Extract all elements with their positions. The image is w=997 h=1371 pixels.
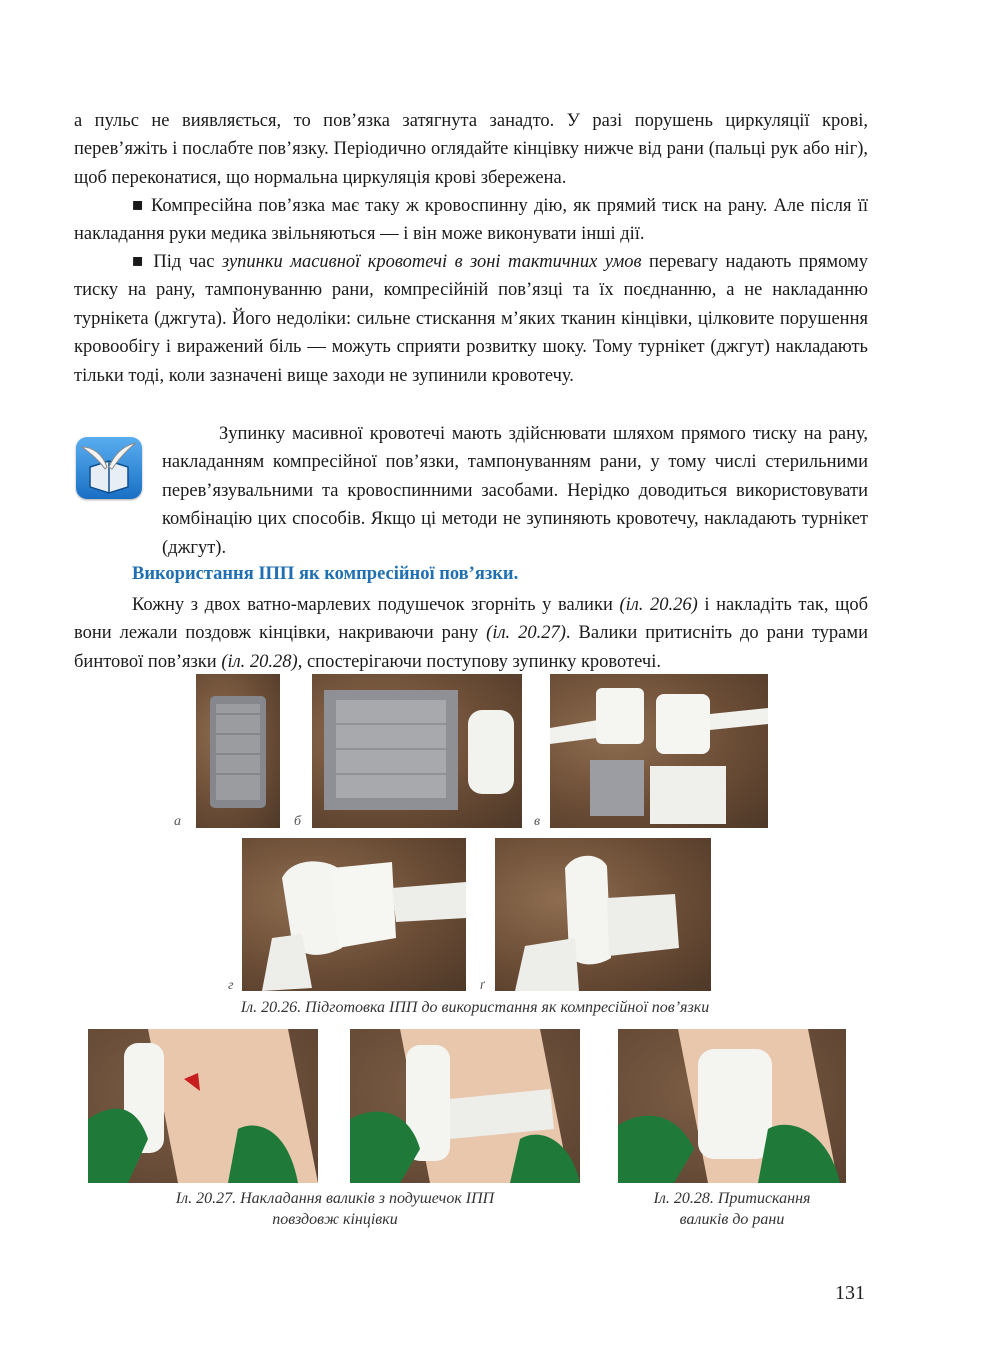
photo-ipp-package — [196, 674, 280, 828]
instr-ref-2028: (іл. 20.28) — [221, 651, 298, 672]
caption-2027-line2: повздовж кінцівки — [272, 1211, 398, 1228]
caption-2028-line2: валиків до рани — [679, 1211, 785, 1228]
figure-letter-g-ukr: ґ — [480, 978, 485, 993]
caption-2027-line1: Іл. 20.27. Накладання валиків з подушечок ІПП — [175, 1190, 495, 1207]
instr-text-1: Кожну з двох ватно-марлевих подушечок згорніть у валики — [132, 595, 620, 615]
photo-roller-placement-2 — [350, 1029, 580, 1183]
instr-ref-2026: (іл. 20.26) — [619, 595, 698, 615]
photo-roller-pressing — [618, 1029, 846, 1183]
figure-letter-b: б — [294, 814, 302, 829]
photo-ipp-roller-ready — [495, 838, 711, 991]
figure-letter-a: а — [174, 814, 181, 829]
figure-letter-g: г — [228, 978, 234, 993]
paragraph-tactical-end: перевагу надають прямому тиску на рану, тампонуванню рани, компресійній пов’язці та їх поєднанню, а не накладанню турнікета (джгута). Його недоліки: сильне стискання м’яких тканин кінцівки, цілковите порушення кровообігу і виражений біль — можуть сприяти розвитку шоку. Тому турнікет (джгут) накладають тільки тоді, коли зазначені вище заходи не зупинили кровотечу. — [74, 252, 868, 386]
paragraph-tactical-bleeding — [74, 248, 868, 390]
photo-ipp-opened — [312, 674, 522, 828]
photo-roller-placement-1 — [88, 1029, 318, 1183]
caption-figure-20-26: Іл. 20.26. Підготовка ІПП до використання як компресійної пов’язки — [240, 999, 710, 1016]
caption-figure-20-28 — [618, 1188, 846, 1230]
paragraph-circulation: а пульс не виявляється, то пов’язка затягнута занадто. У разі порушень циркуляції крові, перев’яжіть і послабте пов’язку. Періодично оглядайте кінцівку нижче від рани (пальці рук або ніг), щоб переконатися, що нормальна циркуляція крові збережена. — [74, 111, 868, 188]
paragraph-tactical-italic: зупинки масивної кровотечі в зоні тактичних умов — [221, 252, 642, 272]
paragraph-compression-bandage: ■ Компресійна пов’язка має таку ж кровоспинну дію, як прямий тиск на рану. Але після її накладання руки медика звільняються — і він може виконувати інші дії. — [74, 196, 868, 245]
caption-2028-line1: Іл. 20.28. Притискання — [653, 1190, 811, 1207]
note-text: Зупинку масивної кровотечі мають здійснювати шляхом прямого тиску на рану, накладанням компресійної пов’язки, тампонуванням рани, у тому числі стерильними перев’язувальними та кровоспинними засобами. Нерідко доводиться використовувати комбінацію цих способів. Якщо ці методи не зупиняють кровотечу, накладають турнікет (джгут). — [162, 424, 868, 558]
caption-figure-20-27 — [100, 1188, 570, 1230]
section-heading: Використання ІПП як компресійної пов’язки. — [132, 564, 519, 584]
book-feather-icon — [76, 437, 142, 499]
instr-text-2: і накладіть так, щоб вони лежали поздовж кінцівки, накриваючи рану — [74, 595, 868, 644]
photo-ipp-rolled — [242, 838, 466, 991]
paragraph-tactical-start: ■ Під час — [132, 252, 222, 272]
page-number: 131 — [835, 1282, 865, 1304]
instr-text-4: , спостерігаючи поступову зупинку кровотечі. — [297, 651, 661, 672]
figure-letter-v: в — [534, 814, 541, 829]
photo-ipp-unfolded — [550, 674, 768, 828]
instr-text-3: . Валики притисніть до рани турами бинтової пов’язки — [74, 623, 868, 672]
paragraph-ipp-instructions — [74, 591, 868, 676]
instr-ref-2027: (іл. 20.27) — [486, 623, 566, 644]
